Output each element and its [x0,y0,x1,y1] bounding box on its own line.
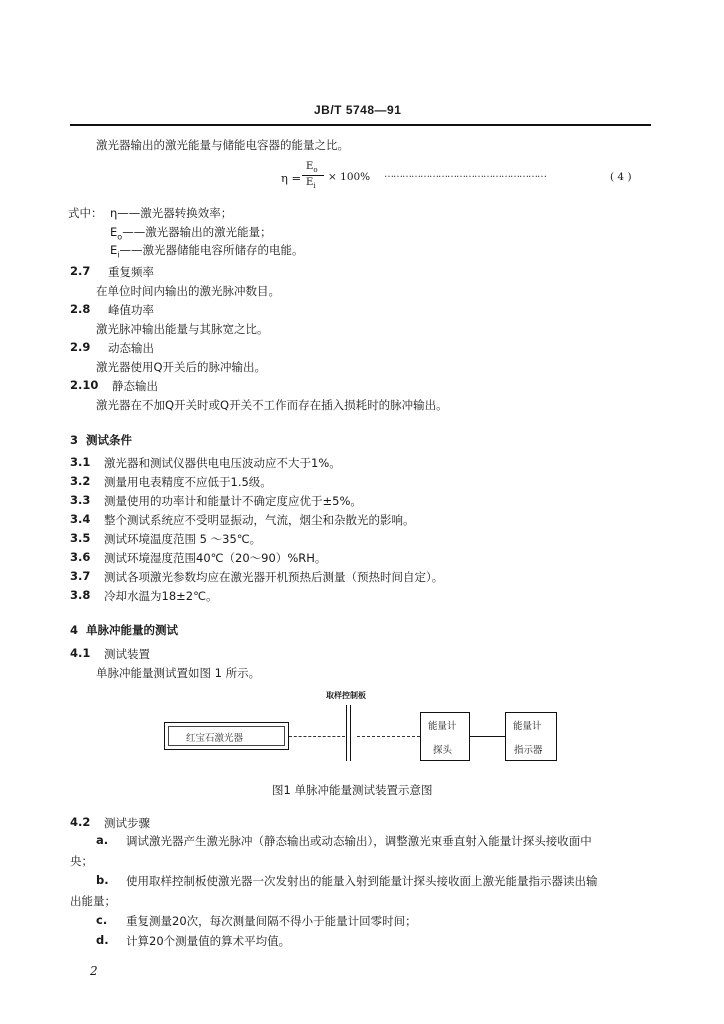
step-label: c. [96,913,108,927]
sampling-plate-label: 取样控制板 [326,691,366,700]
standard-code: JB/T 5748—91 [314,103,402,117]
formula-denominator: $E_i$ [306,177,316,190]
section-4-1-text: 单脉冲能量测试置如图 1 所示。 [96,666,261,680]
item-text: 测试环境湿度范围40℃（20～90）%RH。 [104,551,327,565]
page-number: 2 [90,964,98,978]
laser-beam-transmitted [357,736,420,737]
def-title: 静态输出 [112,379,158,393]
where-item-eta: η——激光器转换效率； [110,206,233,220]
def-title: 峰值功率 [108,303,154,317]
item-number: 3.3 [70,493,91,507]
where-item-eo: $E_o——$激光器输出的激光能量； [110,225,272,242]
item-number: 3.8 [70,588,91,602]
def-text: 在单位时间内输出的激光脉冲数目。 [96,284,280,298]
item-text: 激光器和测试仪器供电电压波动应不大于1%。 [104,456,341,470]
probe-label-line1: 能量计 [428,721,457,732]
item-number: 3.5 [70,531,91,545]
step-label: a. [96,833,109,847]
step-text-cont: 央； [70,854,93,868]
item-text: 测量使用的功率计和能量计不确定度应优于±5%。 [104,494,362,508]
item-text: 测试各项激光参数均应在激光器开机预热后测量（预热时间自定）。 [104,570,444,584]
probe-connection-line [470,736,505,737]
section-3-heading: 3 测试条件 [70,433,133,447]
def-number: 2.7 [70,264,91,278]
def-title: 重复频率 [108,265,154,279]
fraction-bar [302,175,324,176]
formula-leader: ……………………………………………… [384,169,546,180]
laser-label: 红宝石激光器 [186,733,244,744]
step-text: 计算20个测量值的算术平均值。 [126,934,291,948]
item-text: 测量用电表精度不应低于1.5级。 [104,475,272,489]
item-number: 3.2 [70,474,91,488]
item-number: 4.1 [70,646,91,660]
where-lead: 式中： [68,206,103,220]
def-number: 2.9 [70,340,91,354]
sampling-control-plate [346,705,351,761]
section-4-heading: 4 单脉冲能量的测试 [70,623,179,637]
item-text: 冷却水温为18±2℃。 [104,589,218,603]
item-text: 整个测试系统应不受明显振动，气流，烟尘和杂散光的影响。 [104,513,415,527]
laser-beam [289,736,345,737]
step-label: b. [96,873,109,887]
step-label: d. [96,933,109,947]
step-text: 使用取样控制板使激光器一次发射出的能量入射到能量计探头接收面上激光能量指示器读出输 [126,874,598,888]
def-text: 激光器使用Q开关后的脉冲输出。 [96,360,267,374]
formula-rhs: × 100% [328,171,371,183]
item-number: 3.4 [70,512,91,526]
intro-line: 激光器输出的激光能量与储能电容器的能量之比。 [96,138,349,152]
where-item-ei: $E_i——$激光器储能电容所储存的电能。 [110,243,304,260]
header-rule [70,124,651,126]
indicator-label-line2: 指示器 [514,745,543,756]
def-number: 2.10 [70,378,99,392]
equation-number: ( 4 ) [610,171,632,183]
def-number: 2.8 [70,302,91,316]
step-text-cont: 出能量； [70,894,116,908]
def-text: 激光器在不加Q开关时或Q开关不工作而存在插入损耗时的脉冲输出。 [96,398,448,412]
step-text: 重复测量20次，每次测量间隔不得小于能量计回零时间； [126,914,417,928]
formula-lhs: η = [281,171,302,185]
item-number: 4.2 [70,815,91,829]
item-number: 3.6 [70,550,91,564]
section-4-2-title: 测试步骤 [104,816,150,830]
def-title: 动态输出 [108,341,154,355]
indicator-label-line1: 能量计 [513,721,542,732]
def-text: 激光脉冲输出能量与其脉宽之比。 [96,322,269,336]
step-text: 调试激光器产生激光脉冲（静态输出或动态输出），调整激光束垂直射入能量计探头接收面中 [126,834,592,848]
formula-numerator: $E_o$ [306,161,318,174]
section-4-1-title: 测试装置 [104,647,150,661]
item-text: 测试环境温度范围 5 ～35℃。 [104,532,262,546]
item-number: 3.7 [70,569,91,583]
item-number: 3.1 [70,455,91,469]
figure-1-caption: 图1 单脉冲能量测试装置示意图 [272,783,433,797]
probe-label-line2: 探头 [433,745,453,756]
